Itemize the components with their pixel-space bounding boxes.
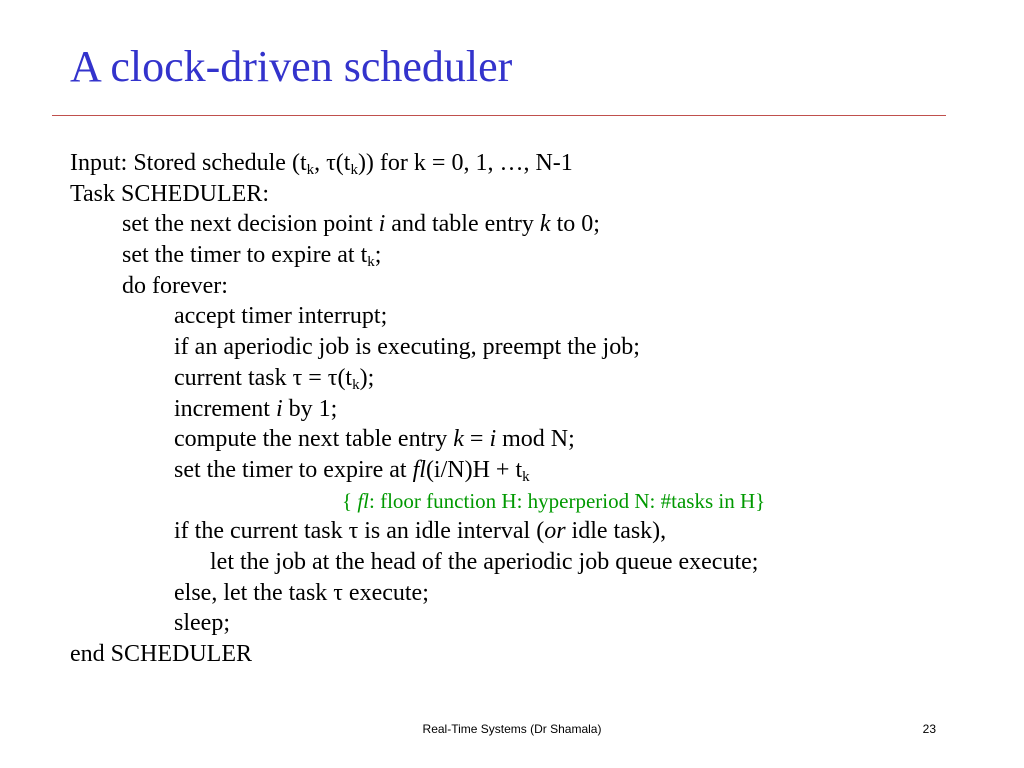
text-segment: if an aperiodic job is executing, preempt the job;: [174, 334, 640, 361]
text-segment: )) for k = 0, 1, …, N-1: [357, 150, 573, 176]
sleep-line: [70, 608, 970, 639]
text-segment: and table entry: [385, 211, 540, 238]
preempt-line: [70, 332, 970, 363]
italic-var: fl: [412, 456, 426, 483]
italic-var: i: [489, 426, 497, 453]
text-segment: if the current task τ is an idle interval (: [174, 518, 545, 545]
italic-var: i: [378, 211, 386, 238]
slide-title: A clock-driven scheduler: [70, 42, 513, 91]
input-line: [70, 148, 970, 179]
text-segment: increment: [174, 395, 276, 422]
text-segment: );: [359, 364, 375, 391]
text-segment: compute the next table entry: [174, 426, 454, 453]
italic-var: or: [544, 518, 566, 545]
pseudocode-block: [70, 148, 970, 670]
text-segment: end SCHEDULER: [70, 641, 252, 667]
text-segment: {: [342, 488, 358, 513]
task-header-line: [70, 179, 970, 210]
compute-entry-line: [70, 424, 970, 455]
aperiodic-exec-line: [70, 547, 970, 578]
idle-check-line: [70, 516, 970, 547]
text-segment: sleep;: [174, 610, 230, 637]
else-line: [70, 578, 970, 609]
page-number: 23: [922, 722, 936, 736]
set-timer-line: [70, 455, 970, 486]
timer-init-line: [70, 240, 970, 271]
accept-interrupt-line: [70, 301, 970, 332]
text-segment: to 0;: [550, 211, 600, 238]
text-segment: : floor function H: hyperperiod N: #tasks in H}: [369, 488, 766, 513]
init-line: [70, 209, 970, 240]
text-segment: =: [463, 426, 490, 453]
text-segment: Input: Stored schedule (t: [70, 150, 307, 176]
title-divider: [52, 115, 946, 116]
italic-var: i: [275, 395, 283, 422]
italic-var: k: [539, 211, 551, 238]
text-segment: accept timer interrupt;: [174, 303, 388, 330]
text-segment: ;: [374, 242, 382, 269]
subscript: k: [306, 162, 315, 178]
text-segment: let the job at the head of the aperiodic job queue execute;: [210, 548, 759, 575]
text-segment: current task τ = τ(t: [174, 364, 353, 391]
italic-var: k: [453, 426, 464, 453]
text-segment: by 1;: [282, 395, 338, 422]
text-segment: else, let the task τ execute;: [174, 579, 429, 606]
loop-line: [70, 271, 970, 302]
italic-var: fl: [357, 488, 370, 513]
end-line: [70, 639, 970, 670]
subscript: k: [350, 162, 358, 178]
text-segment: set the timer to expire at t: [122, 242, 368, 269]
subscript: k: [352, 376, 360, 393]
current-task-line: [70, 363, 970, 394]
comment-line: [70, 486, 970, 517]
increment-line: [70, 394, 970, 425]
text-segment: do forever:: [122, 272, 228, 299]
text-segment: mod N;: [496, 426, 575, 453]
text-segment: , τ(t: [314, 150, 351, 176]
subscript: k: [522, 468, 530, 485]
text-segment: set the next decision point: [122, 211, 379, 238]
text-segment: (i/N)H + t: [425, 456, 523, 483]
text-segment: Task SCHEDULER:: [70, 180, 269, 207]
text-segment: idle task),: [565, 518, 667, 545]
text-segment: set the timer to expire at: [174, 456, 413, 483]
footer-text: Real-Time Systems (Dr Shamala): [422, 722, 602, 736]
subscript: k: [367, 254, 375, 271]
